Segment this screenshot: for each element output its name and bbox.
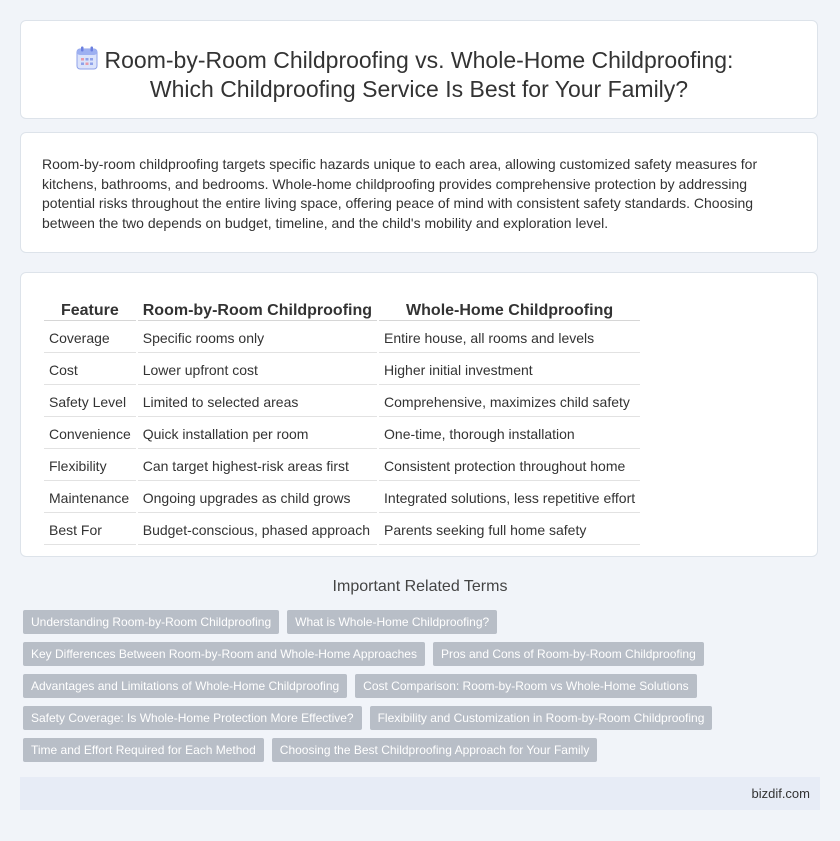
- feature-cell: Coverage: [44, 323, 136, 353]
- related-term-link[interactable]: Time and Effort Required for Each Method: [23, 738, 264, 762]
- related-term-link[interactable]: Key Differences Between Room-by-Room and Whole-Home Approaches: [23, 642, 425, 666]
- related-term-link[interactable]: Advantages and Limitations of Whole-Home Childproofing: [23, 674, 347, 698]
- table-header-row: [44, 296, 640, 321]
- tag-row: [23, 642, 813, 666]
- feature-cell: Convenience: [44, 419, 136, 449]
- page-title-line-2: Which Childproofing Service Is Best for Your Family?: [149, 76, 689, 102]
- table-row: [44, 419, 640, 449]
- comparison-card: [20, 272, 818, 557]
- header-feature: Feature: [44, 296, 136, 321]
- tag-row: [23, 738, 813, 762]
- feature-cell: Safety Level: [44, 387, 136, 417]
- home-cell: Parents seeking full home safety: [379, 515, 640, 545]
- table-row: [44, 323, 640, 353]
- home-cell: Consistent protection throughout home: [379, 451, 640, 481]
- related-term-link[interactable]: What is Whole-Home Childproofing?: [287, 610, 497, 634]
- feature-cell: Flexibility: [44, 451, 136, 481]
- room-cell: Lower upfront cost: [138, 355, 377, 385]
- home-cell: Comprehensive, maximizes child safety: [379, 387, 640, 417]
- room-cell: Limited to selected areas: [138, 387, 377, 417]
- feature-cell: Cost: [44, 355, 136, 385]
- table-row: [44, 515, 640, 545]
- page-title: [21, 46, 817, 104]
- home-cell: Entire house, all rooms and levels: [379, 323, 640, 353]
- feature-cell: Best For: [44, 515, 136, 545]
- table-row: [44, 387, 640, 417]
- tag-row: [23, 706, 813, 730]
- intro-card: [20, 132, 818, 253]
- related-terms-heading: Important Related Terms: [332, 578, 508, 595]
- related-term-link[interactable]: Understanding Room-by-Room Childproofing: [23, 610, 279, 634]
- home-cell: One-time, thorough installation: [379, 419, 640, 449]
- title-card: [20, 20, 818, 119]
- comparison-table: [42, 294, 642, 547]
- table-row: [44, 483, 640, 513]
- page-title-line-1: Room-by-Room Childproofing vs. Whole-Home Childproofing:: [104, 47, 734, 73]
- related-terms-list: [23, 610, 813, 770]
- room-cell: Specific rooms only: [138, 323, 377, 353]
- table-row: [44, 451, 640, 481]
- home-cell: Integrated solutions, less repetitive effort: [379, 483, 640, 513]
- related-term-link[interactable]: Safety Coverage: Is Whole-Home Protection More Effective?: [23, 706, 362, 730]
- footer-site-link[interactable]: bizdif.com: [751, 786, 810, 801]
- table-row: [44, 355, 640, 385]
- tag-row: [23, 674, 813, 698]
- header-room-by-room: Room-by-Room Childproofing: [138, 296, 377, 321]
- tag-row: [23, 610, 813, 634]
- related-term-link[interactable]: Choosing the Best Childproofing Approach for Your Family: [272, 738, 598, 762]
- home-cell: Higher initial investment: [379, 355, 640, 385]
- room-cell: Quick installation per room: [138, 419, 377, 449]
- related-term-link[interactable]: Cost Comparison: Room-by-Room vs Whole-Home Solutions: [355, 674, 696, 698]
- related-term-link[interactable]: Flexibility and Customization in Room-by-Room Childproofing: [370, 706, 713, 730]
- related-term-link[interactable]: Pros and Cons of Room-by-Room Childproofing: [433, 642, 704, 666]
- footer: [20, 777, 820, 810]
- header-whole-home: Whole-Home Childproofing: [379, 296, 640, 321]
- room-cell: Ongoing upgrades as child grows: [138, 483, 377, 513]
- room-cell: Can target highest-risk areas first: [138, 451, 377, 481]
- feature-cell: Maintenance: [44, 483, 136, 513]
- room-cell: Budget-conscious, phased approach: [138, 515, 377, 545]
- intro-paragraph: Room-by-room childproofing targets specific hazards unique to each area, allowing customized safety measures for kitchens, bathrooms, and bedrooms. Whole-home childproofing provides comprehensive protection by addressing potential risks throughout the entire living space, offering peace of mind with consistent safety standards. Choosing between the two depends on budget, timeline, and the child's mobility and exploration level.: [42, 156, 758, 231]
